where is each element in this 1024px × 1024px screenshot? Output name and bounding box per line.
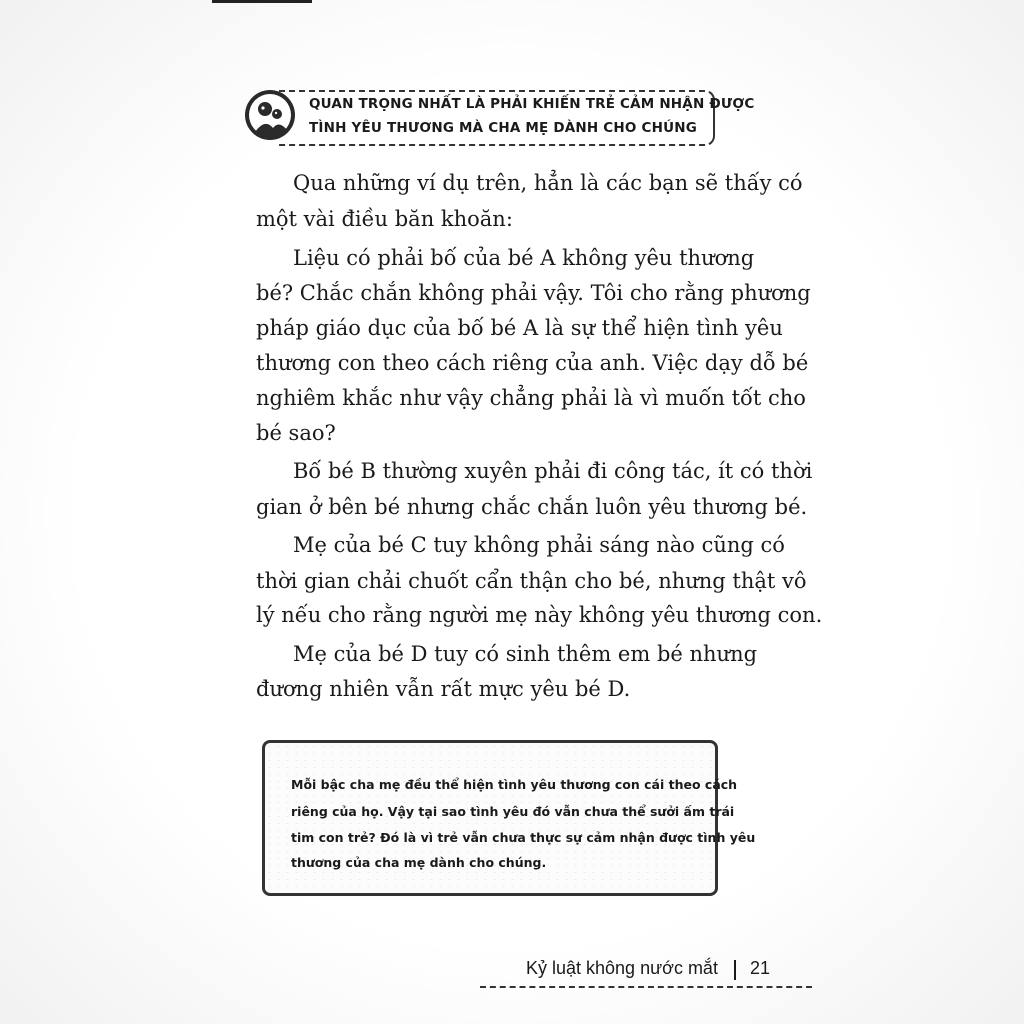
body-line: bé sao? [256, 421, 336, 445]
body-line: một vài điều băn khoăn: [256, 207, 513, 231]
heading-line-2: TÌNH YÊU THƯƠNG MÀ CHA MẸ DÀNH CHO CHÚNG [309, 120, 698, 136]
footer-rule [480, 986, 812, 988]
body-line: đương nhiên vẫn rất mực yêu bé D. [256, 677, 631, 701]
heading-line-1: QUAN TRỌNG NHẤT LÀ PHẢI KHIẾN TRẺ CẢM NHẬN ĐƯỢC [309, 96, 755, 112]
parent-child-icon [243, 88, 297, 142]
body-line: Liệu có phải bố của bé A không yêu thương [293, 246, 755, 270]
body-line: bé? Chắc chắn không phải vậy. Tôi cho rằng phương [256, 281, 811, 305]
note-line: riêng của họ. Vậy tại sao tình yêu đó vẫn chưa thể sưởi ấm trái [291, 804, 735, 819]
body-line: Qua những ví dụ trên, hẳn là các bạn sẽ thấy có [293, 171, 803, 195]
running-footer-title: Kỷ luật không nước mắt [526, 958, 718, 978]
note-line: tim con trẻ? Đó là vì trẻ vẫn chưa thực sự cảm nhận được tình yêu [291, 830, 756, 845]
top-rule [212, 0, 312, 3]
footer-separator [734, 960, 736, 980]
body-line: Mẹ của bé C tuy không phải sáng nào cũng có [293, 533, 785, 557]
body-line: thương con theo cách riêng của anh. Việc dạy dỗ bé [256, 351, 809, 375]
note-line: thương của cha mẹ dành cho chúng. [291, 855, 547, 870]
body-line: gian ở bên bé nhưng chắc chắn luôn yêu thương bé. [256, 495, 808, 519]
body-line: Mẹ của bé D tuy có sinh thêm em bé nhưng [293, 642, 758, 666]
body-line: pháp giáo dục của bố bé A là sự thể hiện tình yêu [256, 316, 783, 340]
body-line: lý nếu cho rằng người mẹ này không yêu thương con. [256, 603, 823, 627]
note-line: Mỗi bậc cha mẹ đều thể hiện tình yêu thương con cái theo cách [291, 777, 738, 792]
body-line: Bố bé B thường xuyên phải đi công tác, ít có thời [293, 459, 813, 483]
body-line: nghiêm khắc như vậy chẳng phải là vì muốn tốt cho [256, 386, 806, 410]
summary-note-box [262, 740, 756, 896]
body-line: thời gian chải chuốt cẩn thận cho bé, nhưng thật vô [256, 569, 807, 593]
page-number: 21 [750, 958, 771, 978]
chapter-heading-banner [243, 86, 755, 146]
